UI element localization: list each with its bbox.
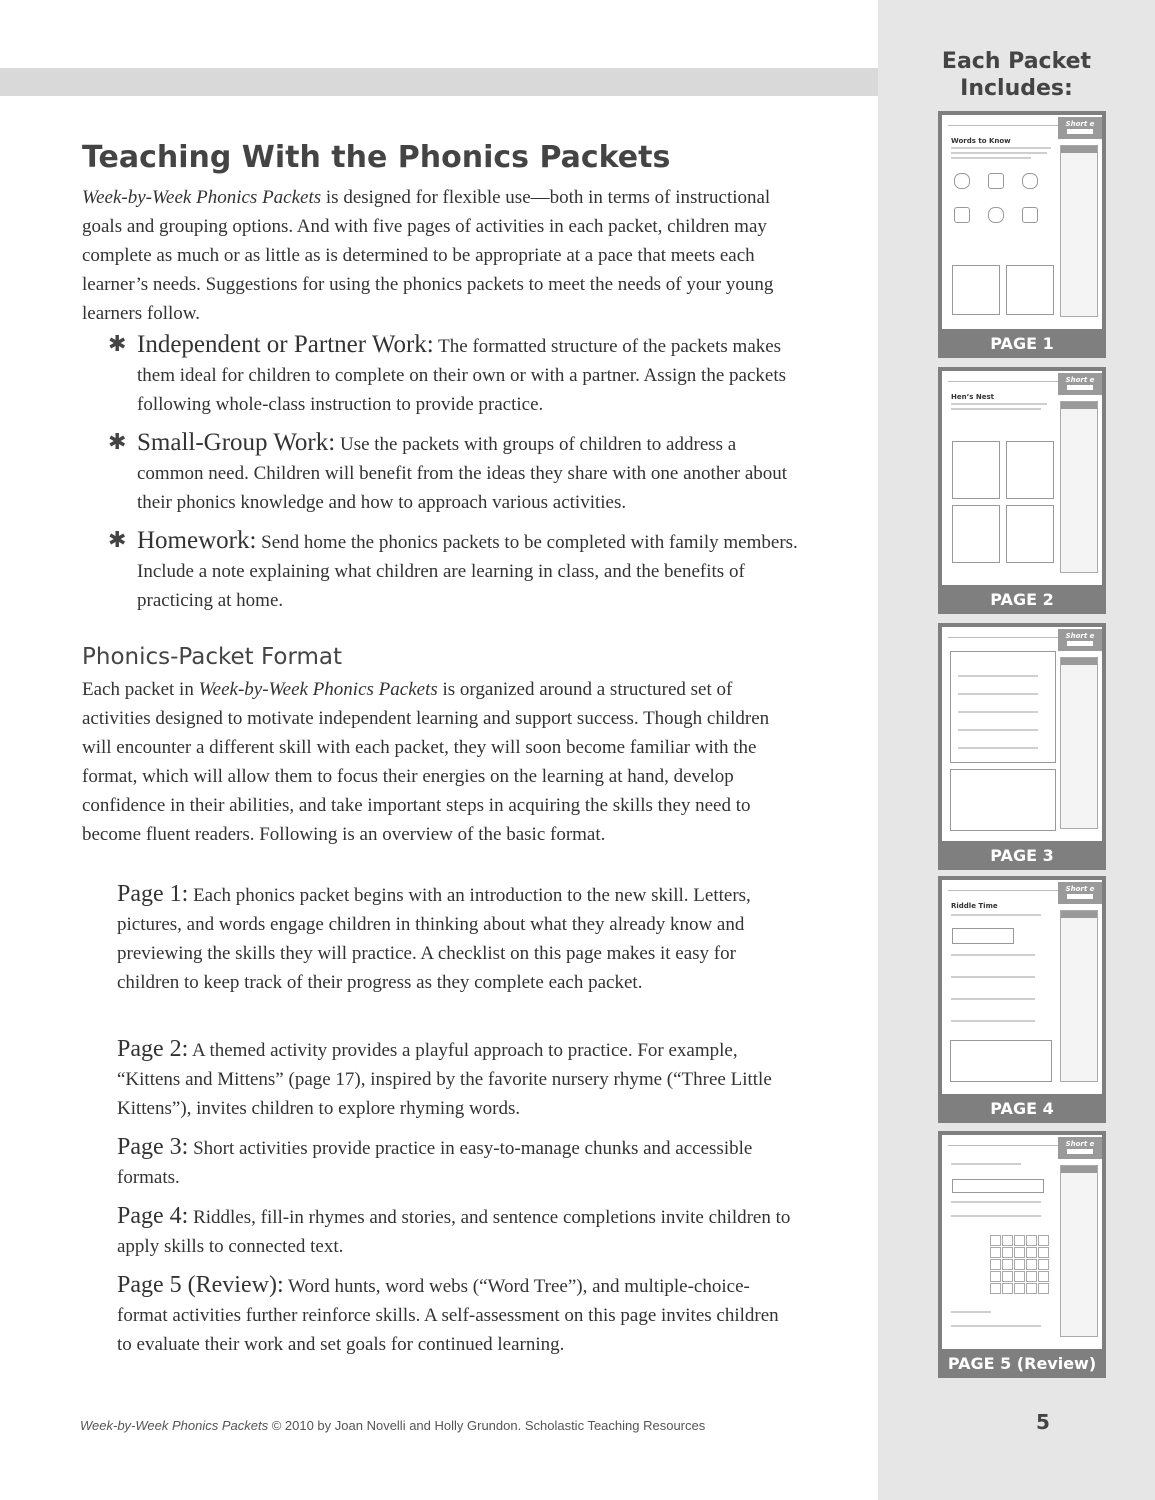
page-item-1 [117,880,797,997]
page-item-2 [117,1035,797,1123]
page-item-text: Short activities provide practice in easy-to-manage chunks and accessible formats. [117,1138,753,1188]
page-item-5-review [117,1271,797,1359]
footer-credit: Week-by-Week Phonics Packets © 2010 by Joan Novelli and Holly Grundon. Scholastic Teaching Resources [80,1418,706,1433]
thumbnail-page-5-review [938,1131,1106,1378]
sidebar-packet-contents [878,0,1155,1500]
page-number: 5 [1036,1410,1050,1434]
thumbnail-label: PAGE 1 [990,334,1054,353]
intro-paragraph [82,183,802,328]
bullet-text: Use the packets with groups of children to address a common need. Children will benefit from the ideas they share with one another about their phonics knowledge and how to approach various activities. [137,434,788,513]
page-item-lead: Page 5 (Review): [117,1272,284,1298]
bullet-text: Send home the phonics packets to be completed with family members. Include a note explaining what children are learning in class, and the benefits of practicing at home. [137,532,798,611]
bullet-text: The formatted structure of the packets makes them ideal for children to complete on their own or with a partner. Assign the packets following whole-class instruction to provide practice. [137,336,786,415]
page-title: Teaching With the Phonics Packets [82,140,671,175]
page-item-lead: Page 1: [117,881,189,907]
book-title: Week-by-Week Phonics Packets [82,187,322,208]
thumbnail-page-2 [938,367,1106,614]
thumbnail-label: PAGE 4 [990,1099,1054,1118]
page-item-3 [117,1133,797,1192]
thumbnail-page-4 [938,876,1106,1123]
page-item-text: Word hunts, word webs (“Word Tree”), and multiple-choice-format activities further reinforce skills. A self-assessment on this page invites children to evaluate their work and set goals for continued learning. [117,1276,779,1355]
bullet-lead: Independent or Partner Work: [137,331,434,358]
asterisk-icon: ✱ [108,528,127,553]
page-item-lead: Page 3: [117,1134,189,1160]
thumbnail-page-1 [938,111,1106,358]
thumbnail-label: PAGE 2 [990,590,1054,609]
page-item-text: A themed activity provides a playful approach to practice. For example, “Kittens and Mittens” (page 17), inspired by the favorite nursery rhyme (“Three Little Kittens”), invites children to explore rhyming words. [117,1040,772,1119]
asterisk-icon: ✱ [108,430,127,455]
sidebar-title: Each Packet Includes: [941,49,1092,101]
thumbnail-label: PAGE 3 [990,846,1054,865]
footer-book-title: Week-by-Week Phonics Packets [80,1418,269,1433]
thumbnail-page-preview: Short e [942,1135,1102,1349]
intro-text: is designed for flexible use—both in terms of instructional goals and grouping options. And with five pages of activities in each packet, children may complete as much or as little as is determined to be appropriate at a pace that meets each learner’s needs. Suggestions for using the phonics packets to meet the needs of your young learners follow. [82,187,774,324]
section-heading-format: Phonics-Packet Format [82,644,343,670]
thumbnail-page-preview: Short e Riddle Time [942,880,1102,1094]
top-header-bar [0,68,878,96]
thumbnail-page-preview: Short e Hen’s Nest [942,371,1102,585]
thumbnail-page-3 [938,623,1106,870]
page-item-lead: Page 2: [117,1036,189,1062]
page-item-4 [117,1202,797,1261]
thumbnail-page-preview: Short e [942,627,1102,841]
thumbnail-page-preview: Short e Words to Know [942,115,1102,329]
bullet-lead: Homework: [137,527,257,554]
thumbnail-label: PAGE 5 (Review) [947,1354,1097,1373]
page-item-lead: Page 4: [117,1203,189,1229]
book-title: Week-by-Week Phonics Packets [198,679,438,700]
page-item-text: Riddles, fill-in rhymes and stories, and sentence completions invite children to apply skills to connected text. [117,1207,791,1257]
bullet-lead: Small-Group Work: [137,429,336,456]
format-intro-paragraph: Each packet in Week-by-Week Phonics Packets is organized around a structured set of activities designed to motivate independent learning and support success. Though children will encounter a different skill with each packet, they will soon become familiar with the format, which will allow them to focus their energies on the learning at hand, develop confidence in their abilities, and take important steps in acquiring the skills they need to become fluent readers. Following is an overview of the basic format. [82,679,770,845]
asterisk-icon: ✱ [108,332,127,357]
page-item-text: Each phonics packet begins with an introduction to the new skill. Letters, pictures, and words engage children in thinking about what they already know and previewing the skills they will practice. A checklist on this page makes it easy for children to keep track of their progress as they complete each packet. [117,885,751,993]
